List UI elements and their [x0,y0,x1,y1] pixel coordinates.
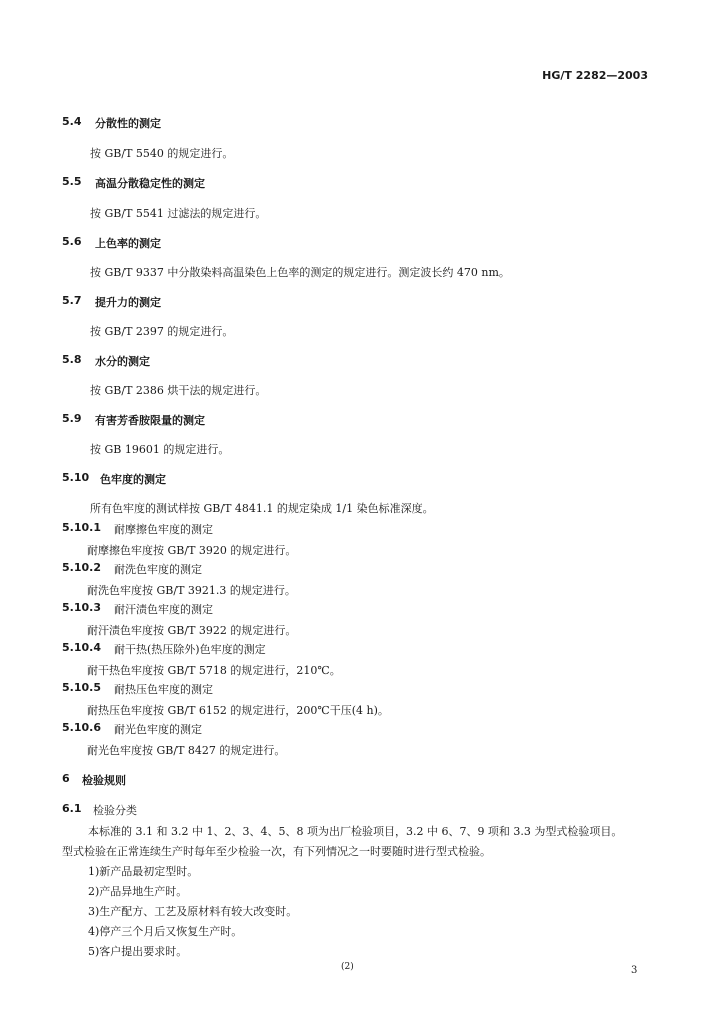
subsection-number: 5.10.4 [62,641,101,654]
footer-mark: (2) [341,962,354,972]
list-item: 1)新产品最初定型时。 [88,865,199,878]
list-item: 4)停产三个月后又恢复生产时。 [88,925,243,938]
subsection-number: 5.10.5 [62,681,101,694]
subsection-title: 检验分类 [93,804,137,817]
subsection-number: 6.1 [62,802,82,815]
list-item: 2)产品异地生产时。 [88,885,188,898]
subsection-text: 耐汗渍色牢度按 GB/T 3922 的规定进行。 [87,624,297,637]
paragraph-line: 型式检验在正常连续生产时每年至少检验一次，有下列情况之一时要随时进行型式检验。 [62,845,491,858]
section-number: 5.9 [62,412,82,425]
subsection-title: 耐光色牢度的测定 [114,723,202,736]
section-text: 按 GB/T 9337 中分散染料高温染色上色率的测定的规定进行。测定波长约 470 nm。 [90,266,510,279]
chapter-title: 检验规则 [82,774,126,787]
subsection-title: 耐洗色牢度的测定 [114,563,202,576]
section-text: 所有色牢度的测试样按 GB/T 4841.1 的规定染成 1/1 染色标准深度。 [90,502,434,515]
section-title: 水分的测定 [95,355,150,368]
section-title: 上色率的测定 [95,237,161,250]
section-title: 有害芳香胺限量的测定 [95,414,205,427]
subsection-text: 耐摩擦色牢度按 GB/T 3920 的规定进行。 [87,544,297,557]
section-title: 色牢度的测定 [100,473,166,486]
page-number: 3 [631,965,638,976]
subsection-text: 耐干热色牢度按 GB/T 5718 的规定进行，210℃。 [87,664,341,677]
section-title: 分散性的测定 [95,117,161,130]
subsection-title: 耐热压色牢度的测定 [114,683,213,696]
section-text: 按 GB/T 5540 的规定进行。 [90,147,234,160]
subsection-number: 5.10.6 [62,721,101,734]
standard-number: HG/T 2282—2003 [542,69,648,82]
subsection-title: 耐干热(热压除外)色牢度的测定 [114,643,266,656]
section-number: 5.10 [62,471,90,484]
subsection-text: 耐光色牢度按 GB/T 8427 的规定进行。 [87,744,286,757]
section-number: 5.8 [62,353,82,366]
section-number: 5.4 [62,115,82,128]
list-item: 5)客户提出要求时。 [88,945,188,958]
section-title: 高温分散稳定性的测定 [95,177,205,190]
subsection-number: 5.10.2 [62,561,101,574]
subsection-title: 耐摩擦色牢度的测定 [114,523,213,536]
subsection-number: 5.10.1 [62,521,101,534]
subsection-text: 耐洗色牢度按 GB/T 3921.3 的规定进行。 [87,584,296,597]
section-text: 按 GB/T 2386 烘干法的规定进行。 [90,384,267,397]
section-text: 按 GB/T 5541 过滤法的规定进行。 [90,207,267,220]
section-number: 5.7 [62,294,82,307]
section-text: 按 GB/T 2397 的规定进行。 [90,325,234,338]
list-item: 3)生产配方、工艺及原材料有较大改变时。 [88,905,298,918]
section-number: 5.6 [62,235,82,248]
chapter-number: 6 [62,772,70,785]
section-text: 按 GB 19601 的规定进行。 [90,443,230,456]
paragraph-line: 本标准的 3.1 和 3.2 中 1、2、3、4、5、8 项为出厂检验项目，3.2 中 6、7、9 项和 3.3 为型式检验项目。 [88,825,623,838]
section-number: 5.5 [62,175,82,188]
section-title: 提升力的测定 [95,296,161,309]
subsection-text: 耐热压色牢度按 GB/T 6152 的规定进行，200℃干压(4 h)。 [87,704,389,717]
subsection-title: 耐汗渍色牢度的测定 [114,603,213,616]
subsection-number: 5.10.3 [62,601,101,614]
